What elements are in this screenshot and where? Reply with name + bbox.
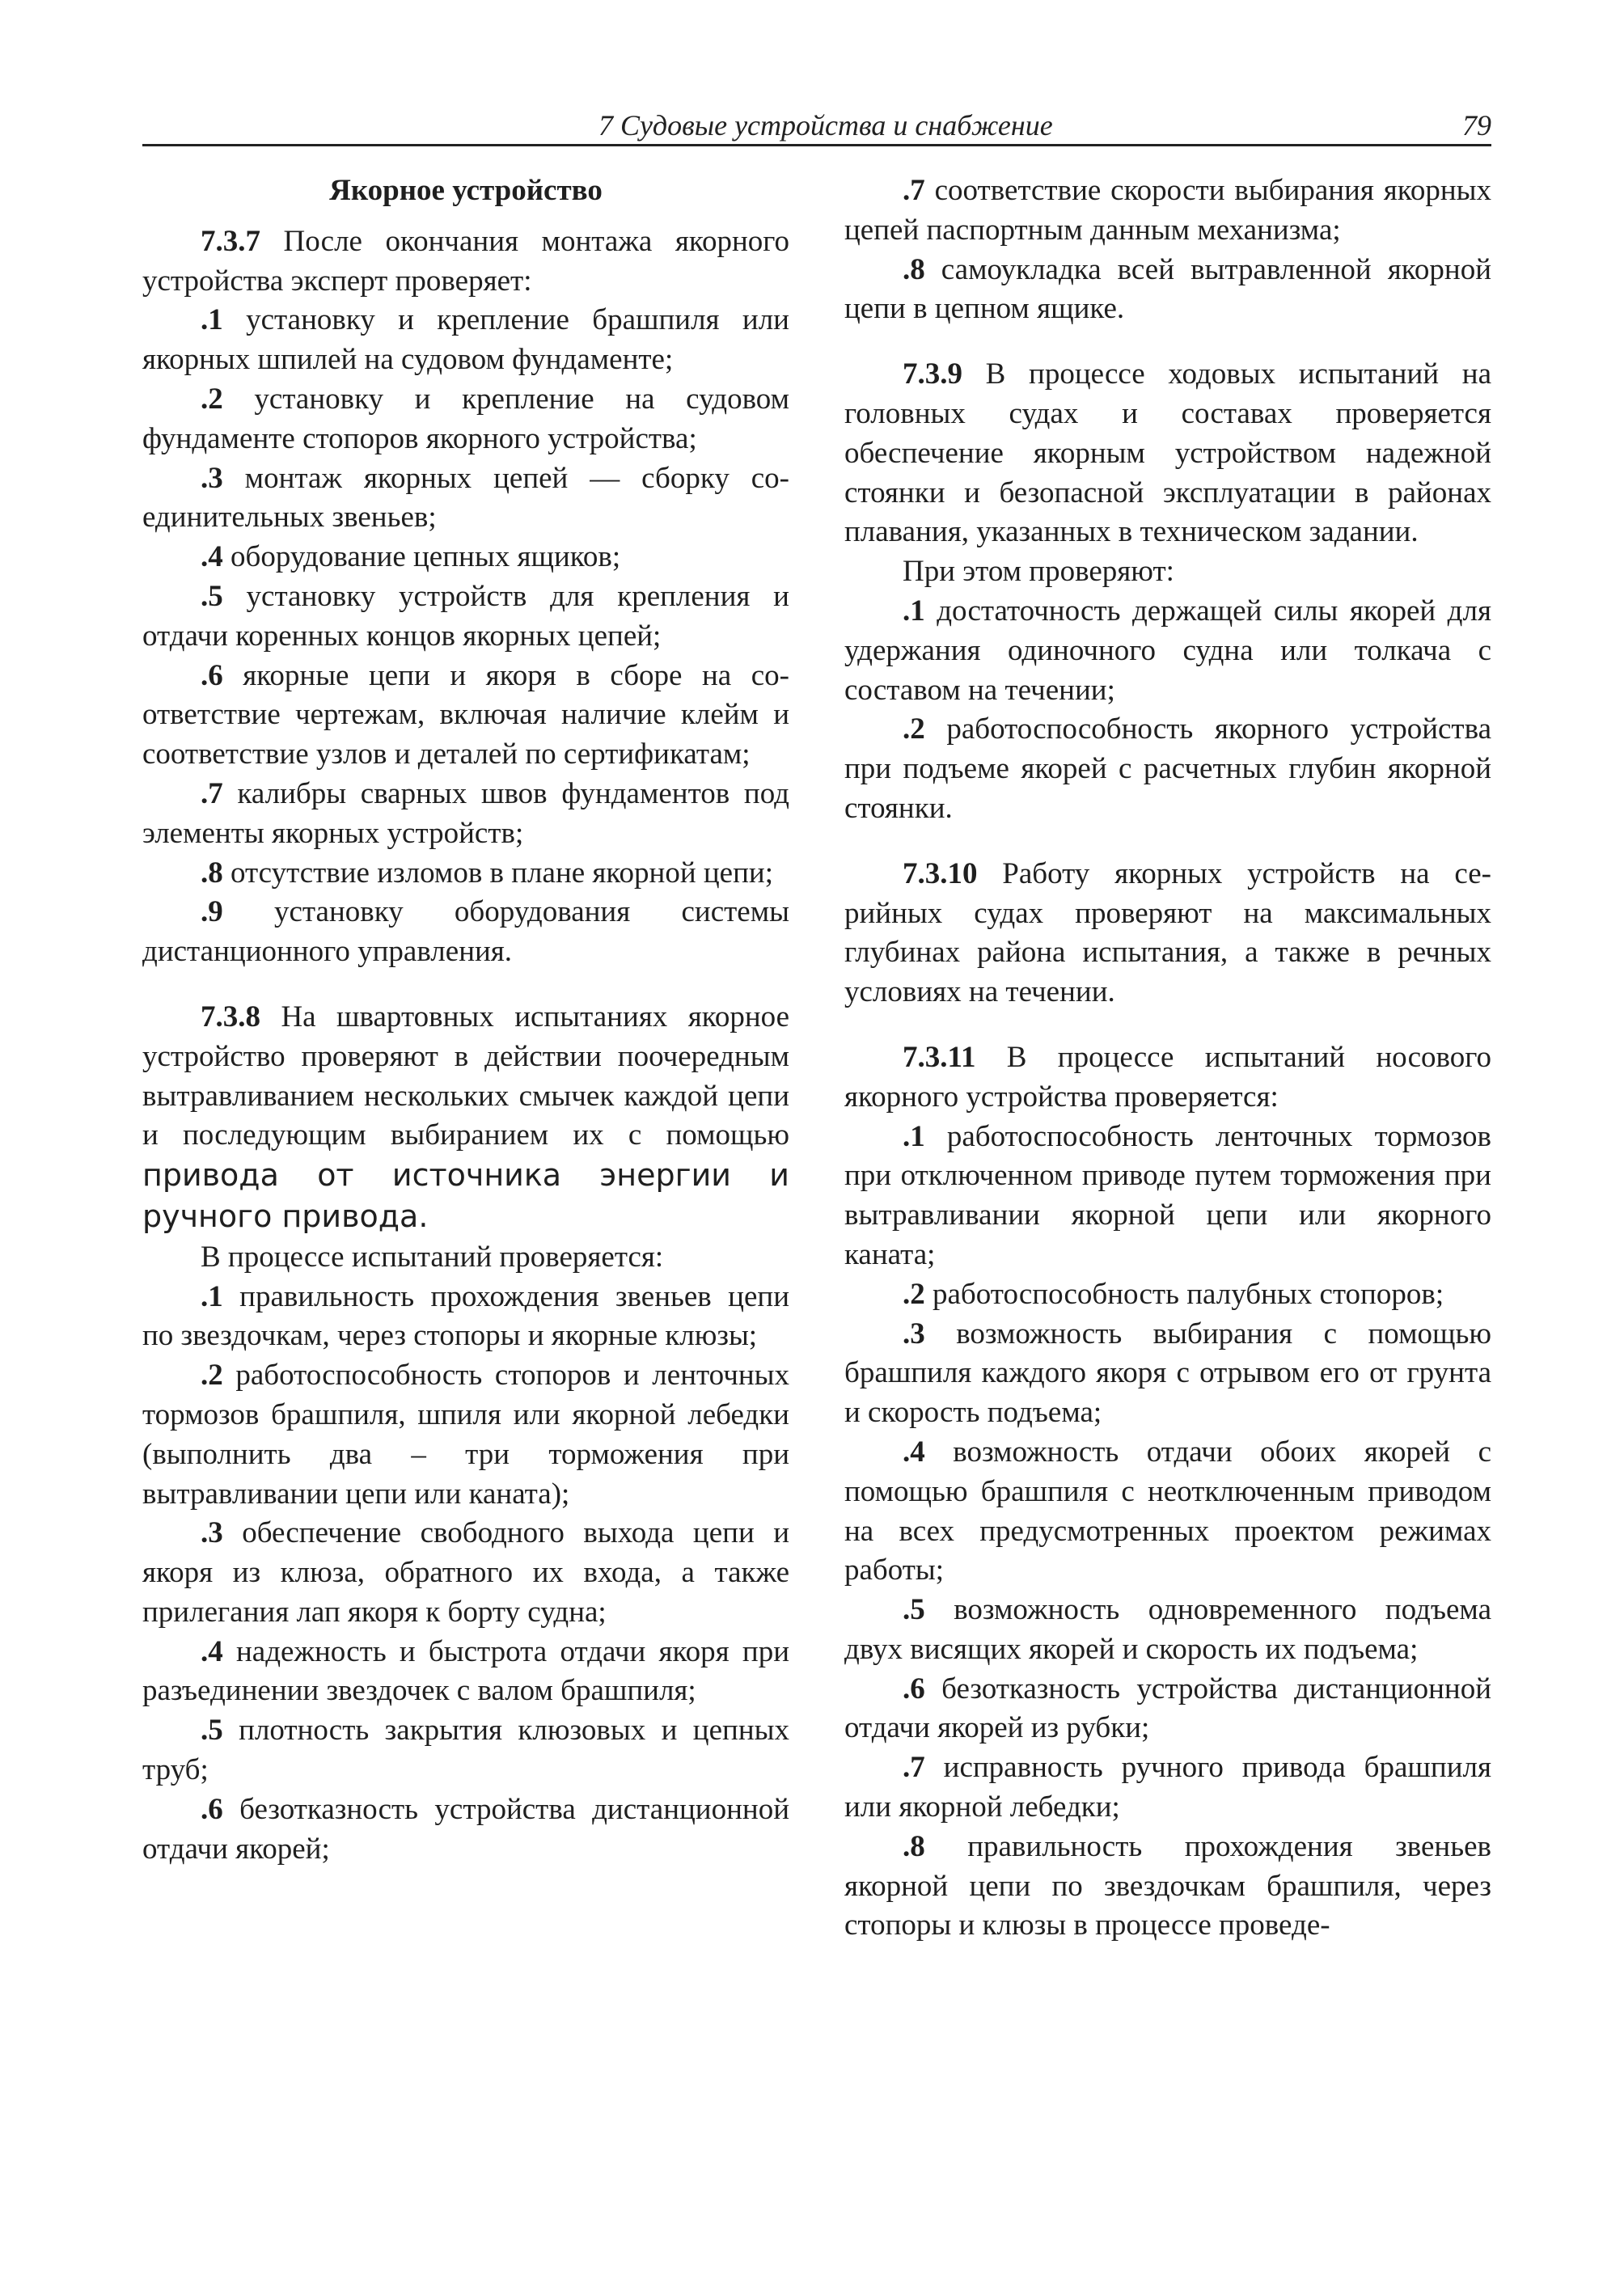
list-item: [844, 1433, 1491, 1591]
list-item: [142, 538, 789, 577]
list-item: [844, 1118, 1491, 1275]
item-number: .6: [903, 1672, 925, 1706]
clause-text: На швартовных испытаниях якорное устройство проверяют в действии поочередным вытравливанием нескольких смычек каждой цепи и последующим выбиранием их с помощью: [142, 1000, 789, 1152]
item-text: монтаж якорных цепей — сборку соединительных звеньев;: [142, 461, 789, 535]
left-column: [142, 171, 789, 1869]
list-item: [142, 1356, 789, 1514]
item-text: работоспособность ленточных тормозов при отключенном приводе путем торможения при вытравливании якорной цепи или якорного каната;: [844, 1119, 1491, 1271]
paragraph-7-3-8: [142, 998, 789, 1238]
item-number: .8: [201, 856, 223, 890]
list-item: [844, 1591, 1491, 1670]
item-number: .7: [903, 1751, 925, 1785]
item-text: плотность закрытия клюзовых и цепных труб;: [142, 1714, 789, 1787]
header-title: 7 Судовые устройства и снабжение: [598, 109, 1053, 142]
list-item: [844, 1315, 1491, 1433]
item-number: .1: [201, 303, 223, 337]
list-item: [844, 592, 1491, 710]
list-item: [142, 893, 789, 972]
item-text: якорные цепи и якоря в сборе на соответствие чертежам, включая наличие клейм и соответствие узлов и деталей по сертификатам;: [142, 658, 789, 771]
paragraph-7-3-11: [844, 1038, 1491, 1118]
list-item: [844, 710, 1491, 828]
right-column: [844, 171, 1491, 1946]
item-text: возможность отдачи обоих якорей с помощью брашпиля с неотключенным приводом на всех предусмотренных проектом режимах работы;: [844, 1435, 1491, 1587]
item-number: .2: [903, 1277, 925, 1311]
paragraph-intro: При этом проверяют:: [903, 555, 1174, 589]
item-number: .5: [201, 579, 223, 613]
clause-number: 7.3.7: [201, 224, 260, 258]
list-item: [142, 1711, 789, 1790]
clause-number: 7.3.11: [903, 1040, 976, 1074]
paragraph-7-3-9: [844, 355, 1491, 552]
item-number: .4: [201, 1634, 223, 1668]
item-text: правильность прохождения звеньев цепи по звездочкам, через стопоры и якорные клюзы;: [142, 1279, 789, 1353]
item-number: .7: [903, 174, 925, 207]
paragraph-intro: В процессе испытаний проверяется:: [201, 1240, 664, 1274]
clause-text: После окончания монтажа якорного устройства эксперт проверяет:: [142, 224, 789, 298]
item-text: работоспособность палубных стопоров;: [924, 1277, 1444, 1311]
item-text: соответствие скорости выбирания якорных цепей паспортным данным механизма;: [844, 174, 1491, 247]
list-item: [844, 1670, 1491, 1749]
item-text: оборудование цепных ящиков;: [222, 540, 621, 574]
item-text: возможность одновременного подъема двух висящих якорей и скорость их подъема;: [844, 1593, 1491, 1666]
item-text: исправность ручного привода брашпиля или якорной лебедки;: [844, 1751, 1491, 1824]
item-number: .3: [201, 1516, 223, 1550]
list-item: [142, 1514, 789, 1632]
list-item: [844, 1828, 1491, 1946]
item-number: .6: [201, 1792, 223, 1826]
clause-text: Работу якорных устройств на серийных судах проверяют на максимальных глубинах района испытания, а также в речных условиях на течении.: [844, 856, 1491, 1009]
item-number: .1: [903, 1119, 925, 1153]
item-text: установку и крепление на судовом фундаменте стопоров якорного устройства;: [142, 382, 789, 455]
item-number: .2: [903, 712, 925, 746]
list-item: [844, 1748, 1491, 1828]
clause-number: 7.3.8: [201, 1000, 260, 1033]
list-item: [142, 380, 789, 459]
item-number: .9: [201, 895, 223, 929]
item-text: установку и крепление брашпиля или якорных шпилей на судовом фундаменте;: [142, 303, 789, 377]
item-number: .1: [201, 1279, 223, 1313]
item-number: .6: [201, 658, 223, 692]
clause-number: 7.3.9: [903, 357, 962, 391]
item-number: .5: [903, 1593, 925, 1627]
item-number: .5: [201, 1714, 223, 1748]
item-number: .1: [903, 594, 925, 628]
running-header: [142, 104, 1491, 146]
page-number: 79: [1462, 109, 1491, 142]
item-number: .3: [201, 461, 223, 495]
item-text: безотказность устройства дистанционной отдачи якорей;: [142, 1792, 789, 1866]
item-number: .2: [201, 382, 223, 416]
clause-text-tail: привода от источника энергии и ручного привода.: [142, 1157, 789, 1234]
paragraph-7-3-10: [844, 855, 1491, 1012]
list-item: [142, 1633, 789, 1712]
item-text: обеспечение свободного выхода цепи и якоря из клюза, обратного их входа, а также прилегания лап якоря к борту судна;: [142, 1516, 789, 1629]
list-item: [142, 854, 789, 894]
list-item: [844, 251, 1491, 330]
item-text: калибры сварных швов фундаментов под элементы якорных устройств;: [142, 776, 789, 850]
clause-text: В процессе испытаний носового якорного устройства проверяется:: [844, 1040, 1491, 1114]
item-text: правильность прохождения звеньев якорной цепи по звездочкам брашпиля, через стопоры и клюзы в процессе проведе-: [844, 1829, 1491, 1942]
list-item: [844, 1275, 1491, 1315]
item-number: .4: [903, 1435, 925, 1469]
clause-number: 7.3.10: [903, 856, 978, 890]
list-item: [142, 1790, 789, 1870]
list-item: [142, 775, 789, 854]
list-item: [142, 301, 789, 380]
item-number: .3: [903, 1317, 925, 1351]
list-item: [142, 1278, 789, 1357]
item-text: достаточность держащей силы якорей для удержания одиночного судна или толкача с составом на течении;: [844, 594, 1491, 707]
item-text: установку устройств для крепления и отдачи коренных концов якорных цепей;: [142, 579, 789, 653]
item-text: надежность и быстрота отдачи якоря при разъединении звездочек с валом брашпиля;: [142, 1634, 789, 1708]
list-item: [142, 459, 789, 539]
list-item: [142, 577, 789, 657]
item-text: самоукладка всей вытравленной якорной цепи в цепном ящике.: [844, 252, 1491, 326]
section-heading: Якорное устройство: [329, 174, 603, 207]
paragraph-7-3-7: [142, 222, 789, 302]
list-item: [844, 171, 1491, 251]
item-text: работоспособность стопоров и ленточных тормозов брашпиля, шпиля или якорной лебедки (выполнить два – три торможения при вытравливании цепи или каната);: [142, 1359, 789, 1511]
clause-text: В процессе ходовых испытаний на головных судах и составах проверяется обеспечение якорным устройством надежной стоянки и безопасной эксплуатации в районах плавания, указанных в техническом задании.: [844, 357, 1491, 549]
list-item: [142, 657, 789, 775]
item-text: отсутствие изломов в плане якорной цепи;: [222, 856, 773, 890]
item-text: работоспособность якорного устройства при подъеме якорей с расчетных глубин якорной стоянки.: [844, 712, 1491, 825]
item-text: безотказность устройства дистанционной отдачи якорей из рубки;: [844, 1672, 1491, 1745]
item-number: .2: [201, 1359, 223, 1393]
item-number: .8: [903, 1829, 925, 1863]
item-number: .4: [201, 540, 223, 574]
item-text: возможность выбирания с помощью брашпиля каждого якоря с отрывом его от грунта и скорость подъема;: [844, 1317, 1491, 1430]
item-number: .7: [201, 776, 223, 810]
item-number: .8: [903, 252, 925, 286]
item-text: установку оборудования системы дистанционного управления.: [142, 895, 789, 969]
